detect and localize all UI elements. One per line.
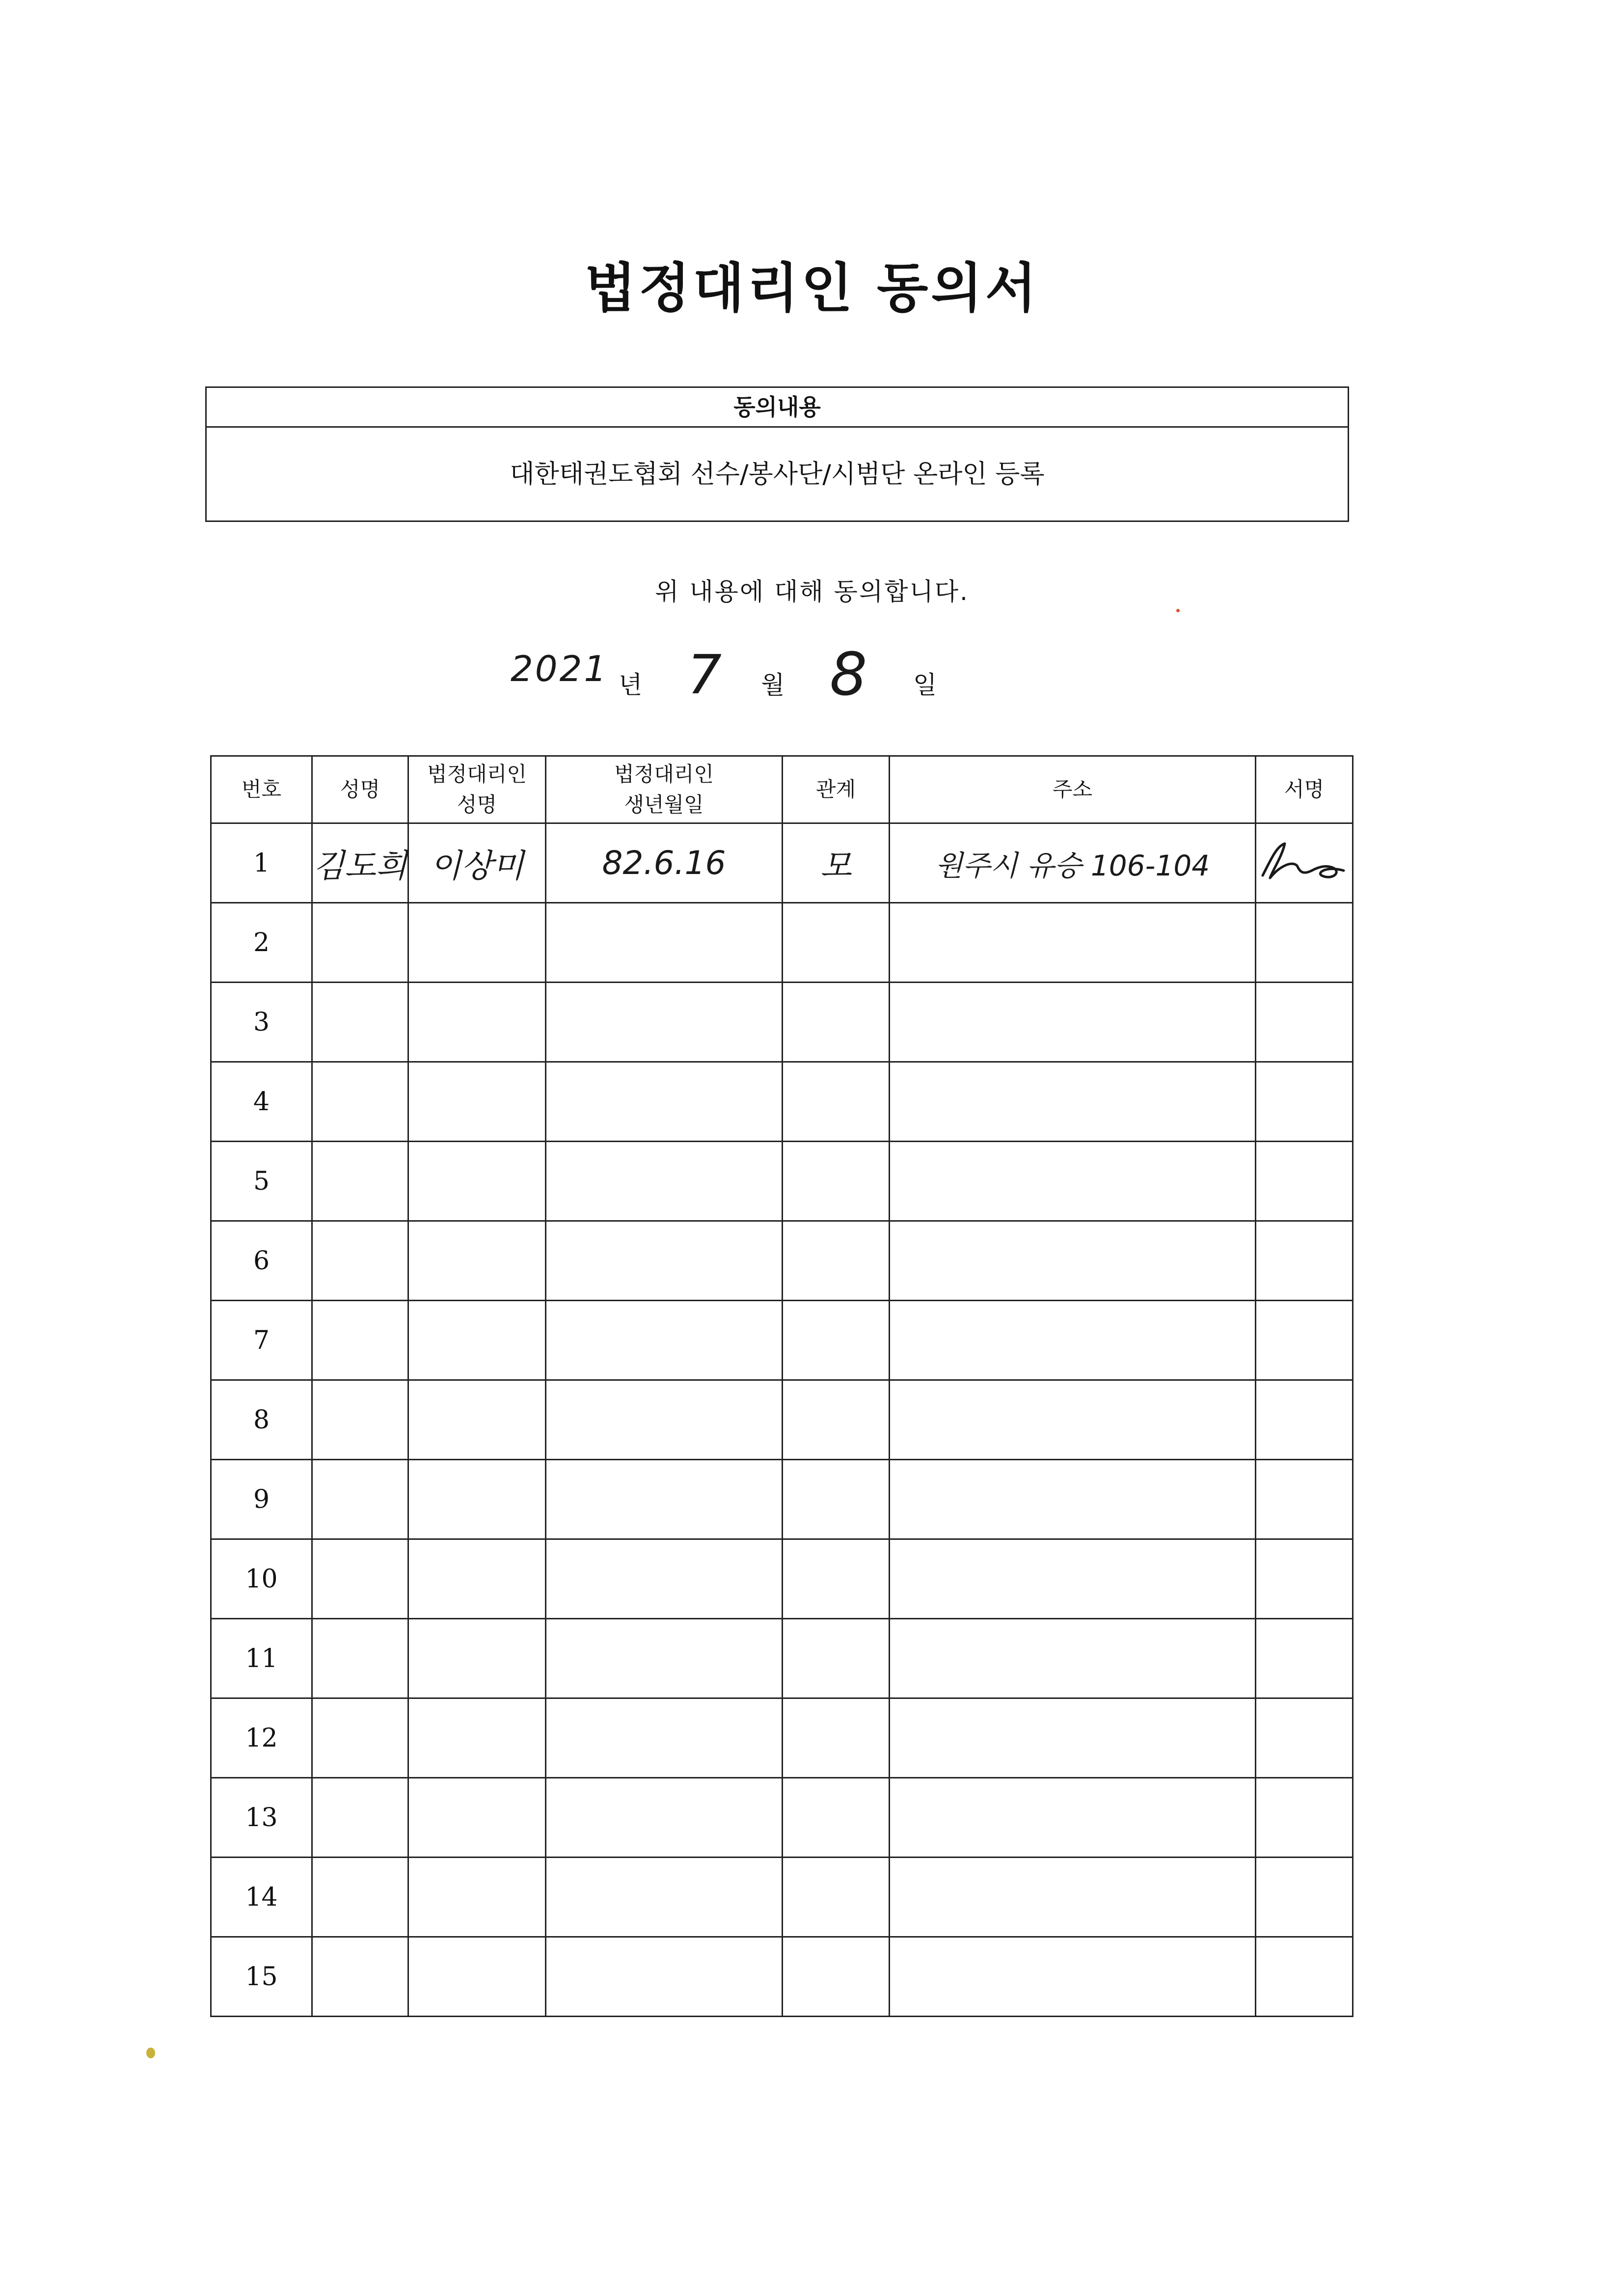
cell-guardian-name <box>408 1460 546 1539</box>
header-guardian-name-line2: 성명 <box>457 793 497 817</box>
cell-address <box>890 1221 1256 1301</box>
header-guardian-name <box>408 756 546 823</box>
row-number: 10 <box>211 1539 312 1619</box>
cell-guardian-birth <box>546 1380 783 1460</box>
cell-name <box>312 1937 408 2017</box>
cell-name <box>312 1619 408 1698</box>
table-row <box>211 903 1353 983</box>
header-guardian-name-line1: 법정대리인 <box>427 762 527 786</box>
cell-signature <box>1256 983 1353 1062</box>
table-row <box>211 1858 1353 1937</box>
row-number: 7 <box>211 1301 312 1380</box>
cell-guardian-birth <box>546 1221 783 1301</box>
row-number: 8 <box>211 1380 312 1460</box>
cell-signature <box>1256 1221 1353 1301</box>
cell-relation <box>783 1619 890 1698</box>
cell-signature <box>1256 1301 1353 1380</box>
cell-address <box>890 1858 1256 1937</box>
cell-name <box>312 1380 408 1460</box>
cell-relation <box>783 1698 890 1778</box>
row-number: 4 <box>211 1062 312 1142</box>
cell-name <box>312 903 408 983</box>
cell-signature <box>1256 1937 1353 2017</box>
cell-signature <box>1256 1142 1353 1221</box>
header-address: 주소 <box>890 756 1256 823</box>
row-number: 14 <box>211 1858 312 1937</box>
cell-address <box>890 1460 1256 1539</box>
cell-guardian-name <box>408 1619 546 1698</box>
cell-relation <box>783 1858 890 1937</box>
cell-name <box>312 1142 408 1221</box>
handwritten-address: 원주시 유승 106-104 <box>935 848 1210 882</box>
cell-relation <box>783 1460 890 1539</box>
cell-address <box>890 1142 1256 1221</box>
cell-guardian-name <box>408 823 546 903</box>
consent-box <box>205 386 1349 522</box>
cell-signature <box>1256 1778 1353 1858</box>
cell-guardian-birth <box>546 1301 783 1380</box>
table-row <box>211 823 1353 903</box>
cell-relation <box>783 1221 890 1301</box>
cell-guardian-name <box>408 1539 546 1619</box>
date-month: 7 <box>687 643 722 706</box>
cell-guardian-name <box>408 1221 546 1301</box>
date-month-label: 월 <box>761 671 785 699</box>
table-header-row <box>211 756 1353 823</box>
cell-address <box>890 903 1256 983</box>
row-number: 2 <box>211 903 312 983</box>
table-row <box>211 1221 1353 1301</box>
cell-name <box>312 1460 408 1539</box>
cell-address <box>890 823 1256 903</box>
cell-guardian-name <box>408 1937 546 2017</box>
cell-guardian-name <box>408 1858 546 1937</box>
cell-name <box>312 1698 408 1778</box>
cell-guardian-name <box>408 1778 546 1858</box>
cell-guardian-birth <box>546 983 783 1062</box>
scan-speck <box>1176 609 1180 612</box>
header-guardian-birth-line1: 법정대리인 <box>614 762 714 786</box>
cell-guardian-birth <box>546 1858 783 1937</box>
cell-guardian-birth <box>546 1460 783 1539</box>
header-name: 성명 <box>312 756 408 823</box>
agreement-statement: 위 내용에 대해 동의합니다. <box>655 577 969 606</box>
cell-signature <box>1256 1460 1353 1539</box>
cell-relation <box>783 1937 890 2017</box>
header-guardian-birth <box>546 756 783 823</box>
row-number: 3 <box>211 983 312 1062</box>
cell-address <box>890 1778 1256 1858</box>
cell-name <box>312 1778 408 1858</box>
cell-guardian-name <box>408 983 546 1062</box>
header-signature: 서명 <box>1256 756 1353 823</box>
row-number: 5 <box>211 1142 312 1221</box>
cell-signature <box>1256 1539 1353 1619</box>
cell-address <box>890 1062 1256 1142</box>
cell-name <box>312 1301 408 1380</box>
cell-name <box>312 1858 408 1937</box>
cell-guardian-birth <box>546 1937 783 2017</box>
table-row <box>211 1937 1353 2017</box>
date-year-label: 년 <box>619 671 643 699</box>
cell-guardian-name <box>408 1062 546 1142</box>
cell-relation <box>783 1539 890 1619</box>
cell-relation <box>783 1778 890 1858</box>
cell-relation <box>783 1380 890 1460</box>
table-row <box>211 1301 1353 1380</box>
table-row <box>211 1778 1353 1858</box>
scan-speck <box>146 2048 155 2058</box>
handwritten-signature <box>1258 836 1351 890</box>
cell-relation <box>783 903 890 983</box>
cell-name <box>312 823 408 903</box>
handwritten-guardian-birth: 82.6.16 <box>602 844 726 882</box>
date-line <box>506 638 997 712</box>
cell-guardian-birth <box>546 1062 783 1142</box>
header-no: 번호 <box>211 756 312 823</box>
cell-guardian-birth <box>546 1778 783 1858</box>
cell-address <box>890 1698 1256 1778</box>
cell-guardian-name <box>408 903 546 983</box>
row-number: 9 <box>211 1460 312 1539</box>
row-number: 6 <box>211 1221 312 1301</box>
row-number: 12 <box>211 1698 312 1778</box>
table-row <box>211 1698 1353 1778</box>
cell-signature <box>1256 1698 1353 1778</box>
table-row <box>211 1062 1353 1142</box>
cell-relation <box>783 983 890 1062</box>
cell-guardian-name <box>408 1142 546 1221</box>
header-relation: 관계 <box>783 756 890 823</box>
cell-address <box>890 1539 1256 1619</box>
row-number: 11 <box>211 1619 312 1698</box>
cell-relation <box>783 823 890 903</box>
consent-header: 동의내용 <box>207 388 1348 428</box>
cell-address <box>890 1619 1256 1698</box>
cell-guardian-name <box>408 1698 546 1778</box>
document-title: 법정대리인 동의서 <box>584 258 1040 319</box>
row-number: 13 <box>211 1778 312 1858</box>
handwritten-relation: 모 <box>820 847 852 885</box>
handwritten-name: 김도희 <box>313 847 407 885</box>
cell-name <box>312 1221 408 1301</box>
cell-relation <box>783 1301 890 1380</box>
cell-guardian-name <box>408 1380 546 1460</box>
date-year: 2021 <box>511 648 609 689</box>
cell-name <box>312 1062 408 1142</box>
cell-name <box>312 983 408 1062</box>
date-day: 8 <box>830 641 867 709</box>
date-day-label: 일 <box>913 671 937 699</box>
handwritten-guardian-name: 이상미 <box>430 847 524 885</box>
cell-name <box>312 1539 408 1619</box>
cell-signature <box>1256 1619 1353 1698</box>
table-row <box>211 1460 1353 1539</box>
table-row <box>211 1539 1353 1619</box>
cell-signature <box>1256 823 1353 903</box>
cell-signature <box>1256 1380 1353 1460</box>
cell-relation <box>783 1142 890 1221</box>
cell-address <box>890 1301 1256 1380</box>
header-guardian-birth-line2: 생년월일 <box>624 793 704 817</box>
cell-guardian-birth <box>546 823 783 903</box>
consent-body: 대한태권도협회 선수/봉사단/시범단 온라인 등록 <box>510 460 1045 489</box>
row-number: 15 <box>211 1937 312 2017</box>
cell-guardian-birth <box>546 1539 783 1619</box>
table-row <box>211 983 1353 1062</box>
row-number: 1 <box>211 823 312 903</box>
table-row <box>211 1142 1353 1221</box>
cell-guardian-name <box>408 1301 546 1380</box>
cell-address <box>890 1380 1256 1460</box>
cell-address <box>890 983 1256 1062</box>
cell-signature <box>1256 903 1353 983</box>
table-row <box>211 1619 1353 1698</box>
cell-guardian-birth <box>546 1619 783 1698</box>
cell-signature <box>1256 1858 1353 1937</box>
table-row <box>211 1380 1353 1460</box>
cell-signature <box>1256 1062 1353 1142</box>
cell-guardian-birth <box>546 1698 783 1778</box>
cell-relation <box>783 1062 890 1142</box>
registration-table <box>210 755 1353 2017</box>
cell-guardian-birth <box>546 903 783 983</box>
cell-address <box>890 1937 1256 2017</box>
cell-guardian-birth <box>546 1142 783 1221</box>
